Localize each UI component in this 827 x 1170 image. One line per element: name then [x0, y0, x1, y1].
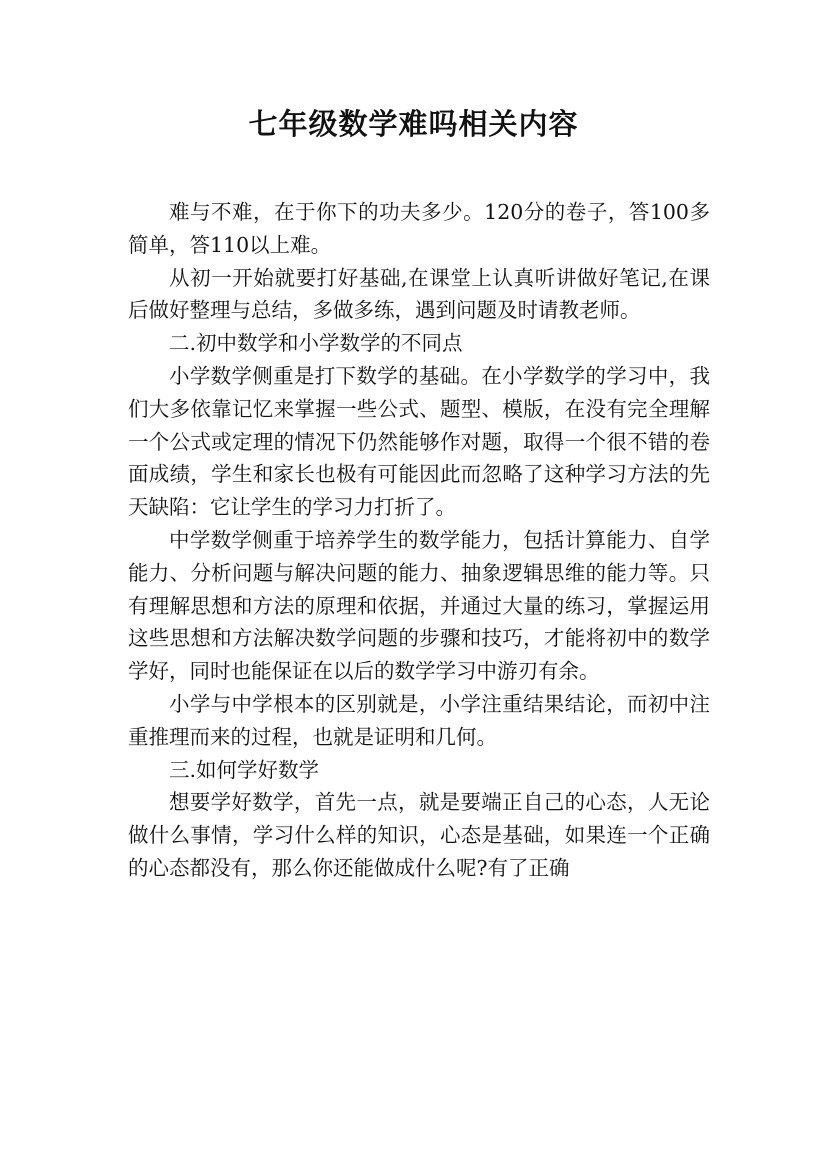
paragraph-primary-math: 小学数学侧重是打下数学的基础。在小学数学的学习中，我们大多依靠记忆来掌握一些公式、题型、模版，在没有完全理解一个公式或定理的情况下仍然能够作对题，取得一个很不错的卷面成绩，学生和家长也极有可能因此而忽略了这种学习方法的先天缺陷：它让学生的学习力打折了。: [128, 363, 710, 520]
document-body: [128, 196, 710, 885]
section-heading-differences: 二.初中数学和小学数学的不同点: [169, 331, 463, 356]
paragraph-mindset: 想要学好数学，首先一点，就是要端正自己的心态，人无论做什么事情，学习什么样的知识，心态是基础，如果连一个正确的心态都没有，那么你还能做成什么呢?有了正确: [128, 790, 710, 880]
paragraph-difficulty: 难与不难，在于你下的功夫多少。120分的卷子，答100多简单，答110以上难。: [128, 200, 710, 257]
paragraph-middle-math: 中学数学侧重于培养学生的数学能力，包括计算能力、自学能力、分析问题与解决问题的能力、抽象逻辑思维的能力等。只有理解思想和方法的原理和依据，并通过大量的练习，掌握运用这些思想和方法解决数学问题的步骤和技巧，才能将初中的数学学好，同时也能保证在以后的数学学习中游刃有余。: [128, 527, 710, 684]
document-title: 七年级数学难吗相关内容: [248, 107, 579, 141]
paragraph-fundamental-difference: 小学与中学根本的区别就是，小学注重结果结论，而初中注重推理而来的过程，也就是证明和几何。: [128, 691, 710, 749]
section-heading-how-to-learn: 三.如何学好数学: [169, 757, 320, 782]
paragraph-foundation: 从初一开始就要打好基础,在课堂上认真听讲做好笔记,在课后做好整理与总结，多做多练，遇到问题及时请教老师。: [128, 265, 710, 323]
